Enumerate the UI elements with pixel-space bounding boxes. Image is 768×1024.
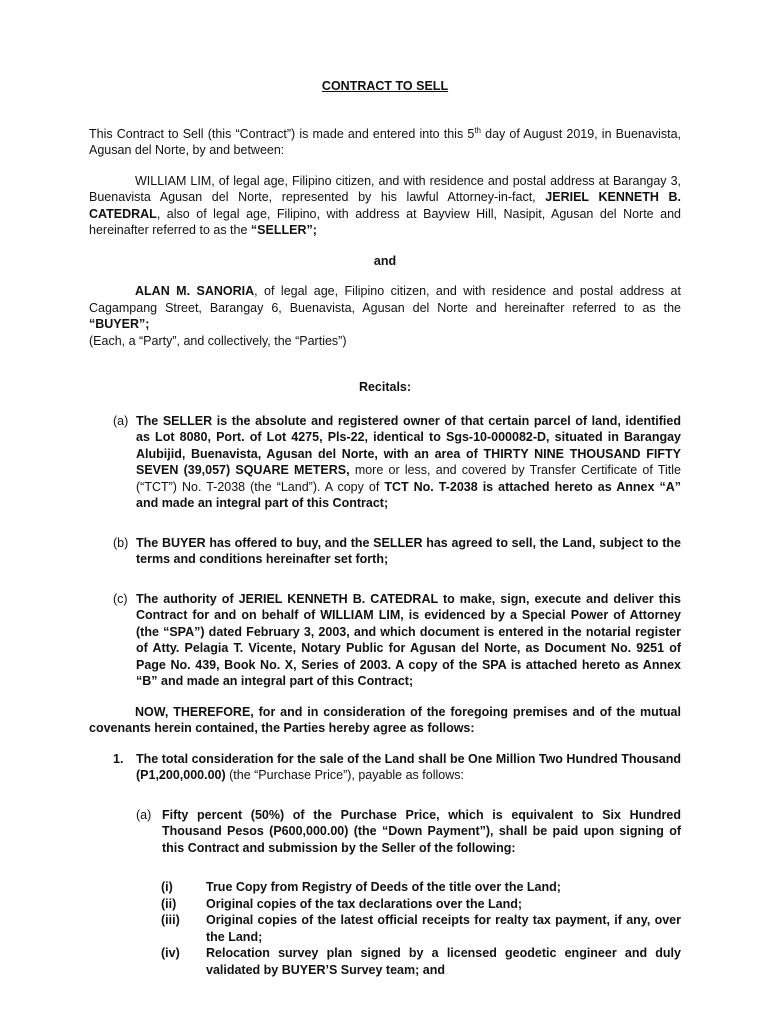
buyer-role: “BUYER”;	[89, 317, 150, 331]
recitals-heading: Recitals:	[358, 380, 412, 394]
clause-1-text	[136, 751, 681, 784]
document-title: CONTRACT TO SELL	[321, 79, 449, 93]
seller-role: “SELLER”;	[250, 223, 317, 237]
seller-text-2: , also of legal age, Filipino, with address at Bayview Hill, Nasipit, Agusan del Norte and hereinafter referred to as the	[89, 206, 681, 237]
list-item-label: (ii)	[161, 896, 177, 911]
clause-1a-text	[162, 807, 681, 857]
seller-text-1: , of legal age, Filipino citizen, and with residence and postal address at Barangay 3, Buenavista Agusan del Norte, represented by his lawful Attorney-in-fact,	[89, 173, 681, 204]
requirements-list	[89, 879, 681, 978]
recital-a-bold-2: TCT No. T-2038 is attached hereto as Annex “A” and made an integral part of this Contract;	[136, 479, 681, 510]
list-item-text: Relocation survey plan signed by a licensed geodetic engineer and duly validated by BUYER’S Survey team; and	[206, 946, 681, 977]
recital-c-text-1: The authority of	[136, 591, 239, 606]
seller-name: WILLIAM LIM	[135, 173, 212, 188]
attorney-name: JERIEL KENNETH B. CATEDRAL	[89, 190, 682, 221]
clause-1-plain: (the “Purchase Price”), payable as follows:	[225, 768, 464, 782]
clause-1a-amount: Six Hundred Thousand Pesos (P600,000.00)	[162, 807, 682, 838]
clause-1a-text-1: Fifty percent (50%) of the Purchase Price, which is equivalent to	[162, 807, 603, 822]
clause-1a	[136, 807, 681, 857]
intro-superscript: th	[474, 125, 481, 135]
clause-1a-text-2: (the “Down Payment”), shall be paid upon signing of this Contract and submission by the Seller of the following:	[162, 824, 681, 855]
clause-1a-label: (a)	[136, 807, 152, 822]
list-item	[161, 945, 681, 978]
now-therefore-text: , for and in consideration of the foregoing premises and of the mutual covenants herein contained, the Parties hereby agree as follows:	[89, 704, 681, 735]
recital-a-label: (a)	[113, 413, 129, 428]
clause-1-bold: The total consideration for the sale of the Land shall be One Million Two Hundred Thousand (P1,200,000.00)	[136, 751, 681, 782]
recital-b-text: The BUYER has offered to buy, and the SELLER has agreed to sell, the Land, subject to the terms and conditions hereinafter set forth;	[136, 535, 681, 566]
recital-c-name: JERIEL KENNETH B. CATEDRAL	[238, 591, 438, 606]
recital-a-text	[136, 413, 681, 512]
recital-c-label: (c)	[113, 591, 128, 606]
clause-1	[113, 751, 681, 784]
list-item-text: True Copy from Registry of Deeds of the title over the Land;	[206, 880, 561, 894]
intro-text-2: day of August 2019, in Buenavista, Agusan del Norte, by and between:	[89, 126, 681, 157]
buyer-name: ALAN M. SANORIA	[135, 284, 255, 298]
intro-paragraph	[89, 126, 681, 159]
recital-c-text-2: to make, sign, execute and deliver this Contract for and on behalf of WILLIAM LIM, is evidenced by a Special Power of Attorney (the “SPA”) dated February 3, 2003, and which document is entered in the notarial register of Atty. Pelagia T. Vicente, Notary Public for Agusan del Norte, as Document No. 9251 of Page No. 439, Book No. X, Series of 2003. A copy of the SPA is attached hereto as Annex “B” and made an integral part of this Contract;	[136, 591, 681, 688]
clause-1-label: 1.	[113, 751, 124, 766]
list-item-label: (iii)	[161, 913, 180, 927]
recital-c-text	[136, 591, 681, 690]
list-item	[161, 879, 681, 896]
buyer-paragraph	[89, 283, 681, 333]
recital-b	[113, 535, 681, 568]
now-therefore-bold: NOW, THEREFORE	[135, 704, 251, 719]
and-word: and	[373, 253, 397, 268]
parties-line: (Each, a “Party”, and collectively, the “Parties”)	[89, 333, 347, 348]
seller-paragraph	[89, 173, 681, 239]
list-item	[161, 896, 681, 913]
list-item	[161, 912, 681, 945]
list-item-text: Original copies of the latest official receipts for realty tax payment, if any, over the Land;	[206, 913, 681, 944]
recital-b-label: (b)	[113, 535, 129, 550]
list-item-label: (iv)	[161, 946, 180, 960]
recital-a	[113, 413, 681, 512]
recital-a-bold-1: The SELLER is the absolute and registered owner of that certain parcel of land, identified as Lot 8080, Port. of Lot 4275, Pls-22, identical to Sgs-10-000082-D, situated in Barangay Alubijid, Buenavista, Agusan del Norte, with an area of THIRTY NINE THOUSAND FIFTY SEVEN (39,057) SQUARE METERS,	[136, 413, 681, 477]
intro-text-1: This Contract to Sell (this “Contract”) is made and entered into this 5	[89, 126, 475, 141]
recital-a-plain: more or less, and covered by Transfer Certificate of Title (“TCT”) No. T-2038 (the “Land”). A copy of	[136, 463, 681, 494]
list-item-label: (i)	[161, 880, 173, 894]
list-item-text: Original copies of the tax declarations over the Land;	[206, 896, 523, 911]
buyer-text-1: , of legal age, Filipino citizen, and with residence and postal address at Cagampang Street, Barangay 6, Buenavista, Agusan del Norte and hereinafter referred to as the	[89, 284, 681, 315]
now-therefore-paragraph	[89, 704, 681, 737]
recital-c	[113, 591, 681, 690]
